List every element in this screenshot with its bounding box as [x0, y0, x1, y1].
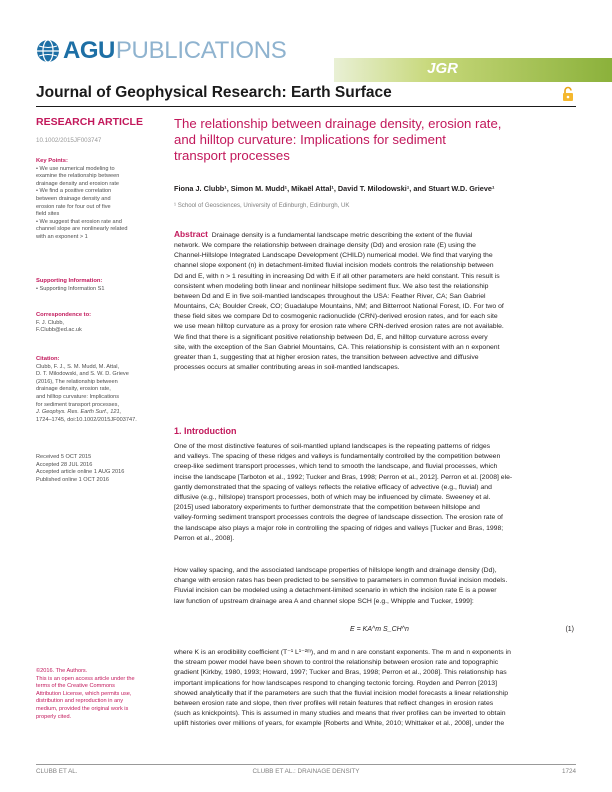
- citation-line: 1724–1745, doi:10.1002/2015JF003747.: [36, 416, 137, 423]
- key-point-line: channel slope are nonlinearly related: [36, 226, 128, 233]
- equation-body: E = KA^m S_CH^n: [350, 626, 409, 633]
- license-block: [36, 668, 154, 721]
- article-title: [174, 116, 554, 164]
- paragraph-line: showed analytically that if the parameters are such that the fluvial incision model forecasts a linear relationship: [174, 689, 508, 697]
- abstract-line: we use mean hilltop curvature as a proxy for erosion rate where CRN-derived erosion rates are not available.: [174, 323, 504, 331]
- jgr-badge: JGR: [427, 60, 458, 77]
- key-points-heading: Key Points:: [36, 158, 68, 164]
- date-line: Accepted 28 JUL 2016: [36, 461, 93, 468]
- key-point-line: erosion rate for four out of five: [36, 203, 111, 210]
- citation-block: [36, 356, 154, 424]
- supporting-info-block: [36, 278, 154, 293]
- intro-paragraph-1: [174, 442, 574, 544]
- abstract-line: consistent when modeling both linear and nonlinear hillslope sediment flux. We also test the relationship: [174, 282, 489, 290]
- license-line: medium, provided the original work is: [36, 705, 129, 712]
- date-line: Received 5 OCT 2015: [36, 454, 92, 460]
- logo-publications-text: PUBLICATIONS: [115, 37, 287, 64]
- abstract-line: channel slope exponent (n) in detachment-limited fluvial incision models controls the relationship between: [174, 262, 494, 270]
- correspondence-email[interactable]: F.Clubb@ed.ac.uk: [36, 327, 82, 334]
- abstract-line: Mountains, CA; Boulder Creek, CO; Guadalupe Mountains, NM; and Bitterroot National Forest, ID. For two of: [174, 303, 504, 311]
- paragraph-line: gantly demonstrated that the spacing of valleys reflects the relative efficacy of advective (e.g., fluvial) and: [174, 483, 492, 491]
- license-line: properly cited.: [36, 713, 72, 720]
- abstract-line: Channel-Hillslope Integrated Landscape Development (CHILD) numerical model. We find that varying the: [174, 252, 493, 260]
- license-line: This is an open access article under the: [36, 675, 135, 682]
- date-line: Published online 1 OCT 2016: [36, 476, 109, 483]
- correspondence-name: F. J. Clubb,: [36, 319, 64, 326]
- citation-line: D. T. Milodowski, and S. W. D. Grieve: [36, 371, 129, 378]
- paragraph-line: law function of upstream drainage area A and channel slope SCH [e.g., Whipple and Tucker, 1999]:: [174, 597, 474, 605]
- title-line: transport processes: [174, 148, 290, 163]
- citation-line: for sediment transport processes,: [36, 401, 120, 408]
- abstract-line: We find that there is a significant positive relationship between Dd, E, and hilltop curvature across every: [174, 333, 488, 341]
- key-point-line: field sites: [36, 211, 60, 218]
- abstract-line: these field sites we compare Dd to cosmogenic radionuclide (CRN)-derived erosion rates, and for each site: [174, 313, 498, 321]
- key-point-line: drainage density and erosion rate: [36, 180, 120, 187]
- abstract: [174, 229, 574, 373]
- paragraph-line: change with erosion rates has been predicted to be sensitive to parameters in common fluvial incision models.: [174, 577, 508, 585]
- title-line: and hilltop curvature: Implications for sediment: [174, 132, 446, 147]
- section-heading-introduction: 1. Introduction: [174, 426, 237, 436]
- citation-line: J. Geophys. Res. Earth Surf., 121,: [36, 409, 122, 416]
- footer-center: CLUBB ET AL.: DRAINAGE DENSITY: [252, 768, 360, 775]
- paragraph-line: Fluvial incision can be modeled using a detachment-limited scenario in which the incision rate E is a power: [174, 587, 497, 595]
- supporting-heading: Supporting Information:: [36, 278, 103, 284]
- license-line: terms of the Creative Commons: [36, 683, 115, 690]
- paragraph-line: uplift histories over millions of years, for example [Roberts and White, 2010; Whittaker et al., 2008], under the: [174, 720, 505, 728]
- paragraph-line: (such as knickpoints). This is assumed in many studies and means that river profiles can be inverted to obtain: [174, 710, 506, 718]
- author-list: Fiona J. Clubb¹, Simon M. Mudd¹, Mikaël Attal¹, David T. Milodowski¹, and Stuart W.D. Grieve¹: [174, 184, 495, 193]
- abstract-line: Dd and E, with n > 1 resulting in increasing Dd with E if all other parameters are held constant. This result is: [174, 272, 500, 280]
- paragraph-line: the stream power model have been shown to control the relationship between erosion rate and topographic: [174, 659, 499, 667]
- paragraph-line: One of the most distinctive features of soil-mantled upland landscapes is the repeating patterns of ridges: [174, 443, 491, 450]
- key-point-line: • We suggest that erosion rate and: [36, 218, 122, 225]
- globe-icon: [36, 39, 60, 63]
- jgr-banner: [334, 58, 612, 82]
- journal-title: Journal of Geophysical Research: Earth Surface: [36, 84, 392, 101]
- paragraph-line: where K is an erodibility coefficient (T⁻¹ L¹⁻²ᵐ), and m and n are constant exponents. The m and n exponents in: [174, 649, 511, 656]
- paragraph-line: important implications for how landscapes respond to changing tectonic forcing. Royden and Perron [2013]: [174, 679, 497, 687]
- citation-line: Clubb, F. J., S. M. Mudd, M. Attal,: [36, 363, 120, 370]
- citation-line: (2016), The relationship between: [36, 378, 118, 385]
- doi-text: 10.1002/2015JF003747: [36, 137, 102, 144]
- abstract-line: greater than 1, suggesting that at higher erosion rates, the transition between advective and diffusive: [174, 353, 479, 361]
- footer-left: CLUBB ET AL.: [36, 768, 78, 775]
- correspondence-heading: Correspondence to:: [36, 312, 92, 318]
- intro-paragraph-3: [174, 648, 574, 730]
- abstract-label: Abstract: [174, 229, 208, 239]
- logo-agu-text: AGU: [63, 37, 115, 64]
- paragraph-line: How valley spacing, and the associated landscape properties of hillslope length and drainage density (Dd),: [174, 567, 497, 574]
- citation-line: drainage density, erosion rate,: [36, 386, 111, 393]
- citation-heading: Citation:: [36, 356, 60, 362]
- footer-rule: [36, 764, 576, 765]
- agu-publications-logo: [36, 38, 287, 64]
- abstract-line: network. We compare the relationship between drainage density (Dd) and erosion rate (E) using the: [174, 242, 476, 250]
- paragraph-line: incise the landscape [Tarboton et al., 1992; Tucker and Bras, 1998; Perron et al., 2012]. Perron et al. [2008] ele-: [174, 473, 513, 481]
- license-line: distribution and reproduction in any: [36, 698, 124, 705]
- key-point-line: • We use numerical modeling to: [36, 165, 115, 172]
- header-rule: [36, 106, 576, 107]
- supporting-link[interactable]: • Supporting Information S1: [36, 285, 105, 292]
- abstract-line: between Dd and E in five soil-mantled landscapes throughout the USA: Feather River, CA; San Gabriel: [174, 292, 486, 300]
- key-point-line: with an exponent > 1: [36, 233, 88, 240]
- paragraph-line: diffusive (e.g., hillslope) transport processes, both of which may be influenced by climate. Sweeney et al.: [174, 494, 491, 502]
- paragraph-line: the landscape also plays a major role in controlling the spacing of ridges and valleys [Tucker and Bras, 1998;: [174, 524, 504, 532]
- correspondence-block: [36, 312, 154, 335]
- intro-paragraph-2: [174, 566, 574, 607]
- article-type-label: RESEARCH ARTICLE: [36, 116, 143, 128]
- license-line: Attribution License, which permits use,: [36, 690, 132, 697]
- paragraph-line: valley-forming sediment transport processes controls the degree of landscape dissection. The erosion rate of: [174, 514, 503, 522]
- equation-number: (1): [565, 626, 574, 633]
- key-points-block: [36, 158, 154, 242]
- dates-block: [36, 454, 154, 484]
- paragraph-line: Perron et al., 2008].: [174, 534, 235, 542]
- key-point-line: between drainage density and: [36, 195, 111, 202]
- paragraph-line: gradient [Kirkby, 1980, 1993; Howard, 1997; Tucker and Bras, 1998; Perron et al., 2008]. This relationship has: [174, 669, 507, 677]
- abstract-line: processes occurs at smaller contributing areas in soil-mantled landscapes.: [174, 364, 400, 372]
- open-access-lock-icon: [560, 86, 576, 102]
- citation-line: and hilltop curvature: Implications: [36, 393, 120, 400]
- abstract-line: Abstract Drainage density is a fundamental landscape metric describing the extent of the fluvial: [174, 229, 473, 239]
- footer-page-number: 1724: [561, 768, 576, 775]
- title-line: The relationship between drainage density, erosion rate,: [174, 116, 502, 131]
- license-line: ©2016. The Authors.: [36, 668, 88, 674]
- paragraph-line: creep-like sediment transport processes, which tend to smooth the landscape, and fluvial processes, which: [174, 463, 498, 471]
- affiliation: ¹ School of Geosciences, University of Edinburgh, Edinburgh, UK: [174, 202, 350, 209]
- abstract-line: site, with the exception of the San Gabriel Mountains, CA. This relationship is consistent with an n exponent: [174, 343, 500, 351]
- key-point-line: examine the relationship between: [36, 173, 120, 180]
- key-point-line: • We find a positive correlation: [36, 188, 112, 195]
- paragraph-line: between erosion rate and slope, then river profiles will retain features that reflect changes in erosion rates: [174, 700, 494, 708]
- date-line: Accepted article online 1 AUG 2016: [36, 469, 125, 476]
- paragraph-line: and valleys. The spacing of these ridges and valleys is fundamentally controlled by the competition between: [174, 453, 501, 461]
- paragraph-line: [2015] used laboratory experiments to further demonstrate that the competition between hillslope and: [174, 504, 480, 512]
